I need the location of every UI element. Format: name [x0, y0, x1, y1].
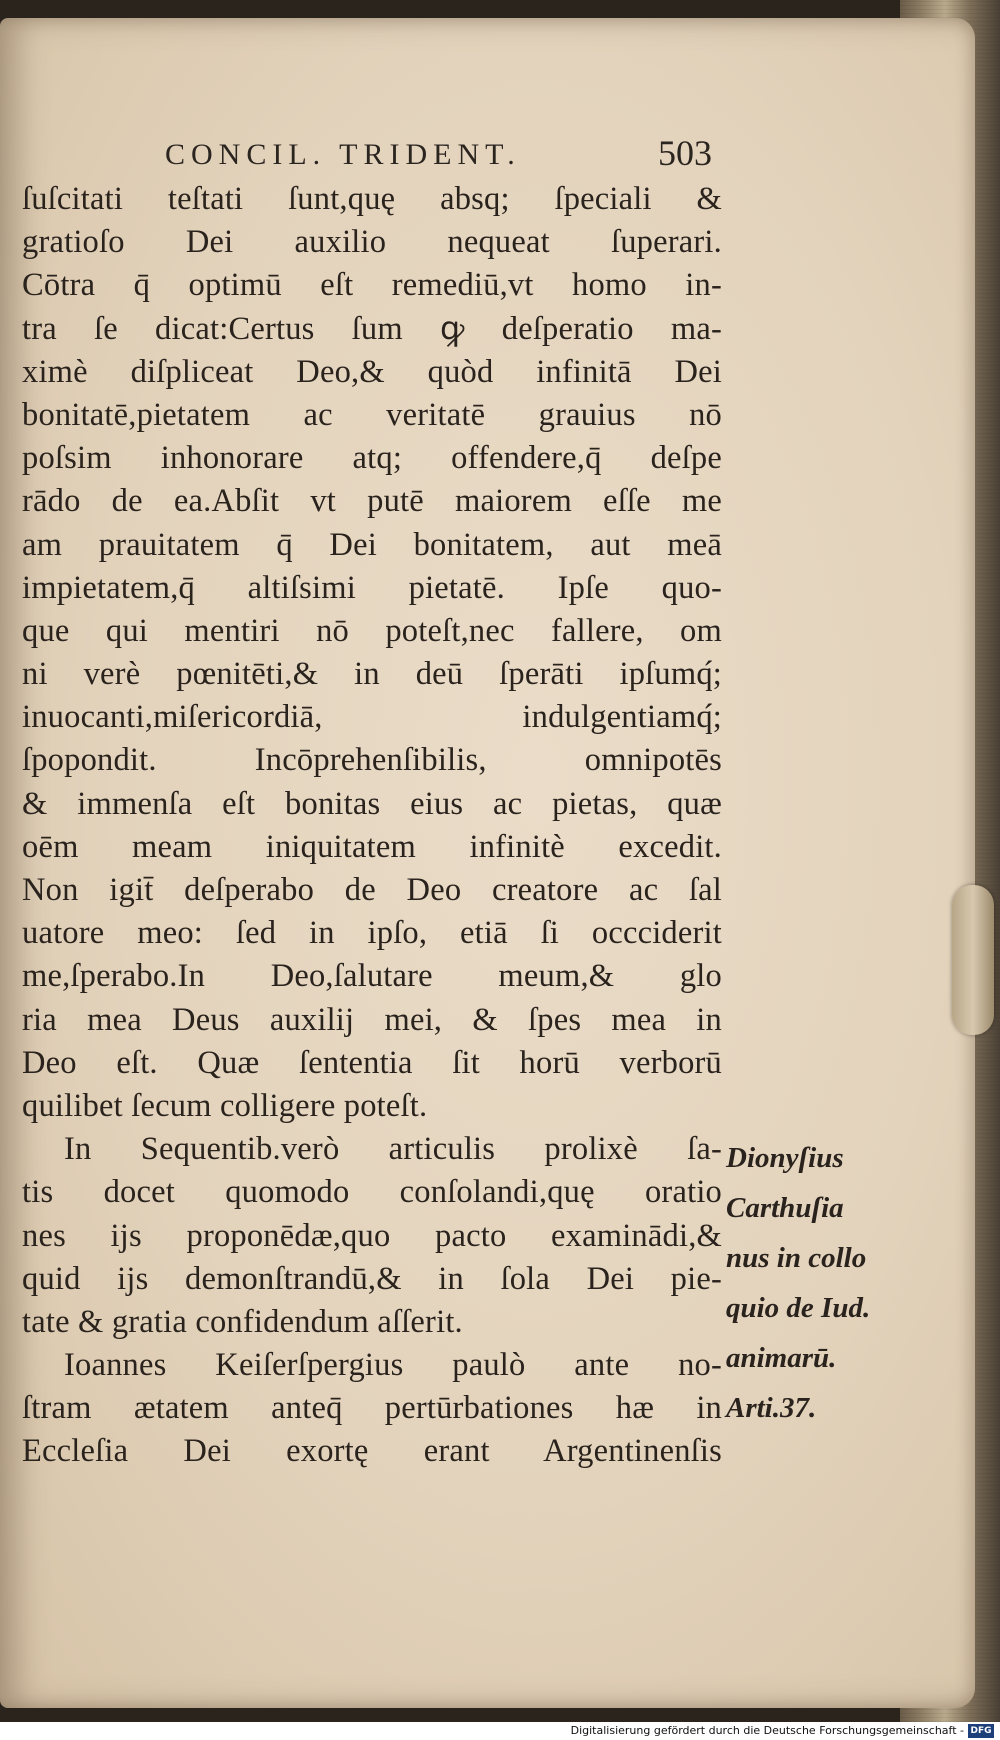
funding-credit: Digitalisierung gefördert durch die Deutsche Forschungsgemeinschaft - [570, 1724, 964, 1737]
marginal-line: animarū. [726, 1342, 837, 1374]
text-line: gratioſo Dei auxilio nequeat ſuperari. [22, 224, 722, 261]
text-line: am prauitatem q̄ Dei bonitatem, aut meā [22, 526, 722, 563]
text-line: Non igit̄ deſperabo de Deo creatore ac ſal [22, 872, 722, 908]
digitization-footer [0, 1722, 1000, 1740]
text-line: tate & gratia confidendum aſſerit. [22, 1303, 463, 1340]
marginal-note [726, 1133, 906, 1433]
text-line: ria mea Deus auxilij mei, & ſpes mea in [22, 1001, 722, 1038]
text-line: poſsim inhonorare atq; offendere,q̄ deſpe [22, 440, 722, 477]
dfg-logo-icon: DFG [968, 1724, 994, 1738]
text-line: inuocanti,miſericordiā, indulgentiamq́; [22, 699, 722, 736]
text-line: Deo eſt. Quæ ſententia ſit horū verborū [22, 1044, 722, 1081]
text-line: Cōtra q̄ optimū eſt remediū,vt homo in- [22, 267, 722, 304]
marginal-line: nus in collo [726, 1242, 867, 1274]
text-line: ſpopondit. Incōprehenſibilis, omnipotēs [22, 742, 722, 779]
text-line: nes ijs proponēdæ,quo pacto examinādi,& [22, 1217, 722, 1254]
text-line: ximè diſpliceat Deo,& quòd infinitā Dei [22, 353, 722, 390]
text-line: impietatem,q̄ altiſsimi pietatē. Ipſe quo- [22, 569, 722, 606]
text-line: tra ſe dicat:Certus ſum ꝙ deſperatio ma- [22, 310, 722, 347]
page-number: 503 [658, 133, 712, 173]
text-line: tis docet quomodo conſolandi,quę oratio [22, 1174, 722, 1211]
marginal-line: quio de Iud. [726, 1292, 871, 1324]
text-line: oēm meam iniquitatem infinitè excedit. [22, 828, 722, 865]
text-line: quid ijs demonſtrandū,& in ſola Dei pie- [22, 1260, 722, 1297]
text-line: quilibet ſecum colligere poteſt. [22, 1087, 428, 1124]
marginal-line: Dionyſius [726, 1142, 844, 1174]
text-line: & immenſa eſt bonitas eius ac pietas, quæ [22, 785, 722, 822]
marginal-line: Carthuſia [726, 1192, 844, 1224]
marginal-line: Arti.37. [726, 1392, 817, 1424]
text-line: rādo de ea.Abſit vt putē maiorem eſſe me [22, 483, 722, 520]
running-head: CONCIL. TRIDENT. [165, 138, 521, 171]
text-line: In Sequentib.verò articulis prolixè ſa- [64, 1131, 722, 1168]
book-clasp [952, 885, 994, 1035]
text-line: Eccleſia Dei exortę erant Argentinenſis [22, 1433, 722, 1470]
book-page [0, 18, 975, 1708]
text-line: que qui mentiri nō poteſt,nec fallere, om [22, 612, 722, 649]
text-line: uatore meo: ſed in ipſo, etiā ſi occciderit [22, 915, 722, 952]
text-line: ni verè pœnitēti,& in deū ſperāti ipſumq́; [22, 656, 722, 693]
text-line: ſuſcitati teſtati ſunt,quę absq; ſpeciali & [22, 181, 722, 217]
text-line: Ioannes Keiſerſpergius paulò ante no- [64, 1347, 722, 1384]
body-text [22, 178, 722, 1474]
text-line: ſtram ætatem anteq̄ pertūrbationes hæ in [22, 1390, 722, 1427]
text-line: bonitatē,pietatem ac veritatē grauius nō [22, 396, 722, 433]
text-line: me,ſperabo.In Deo,ſalutare meum,& glo [22, 958, 722, 995]
